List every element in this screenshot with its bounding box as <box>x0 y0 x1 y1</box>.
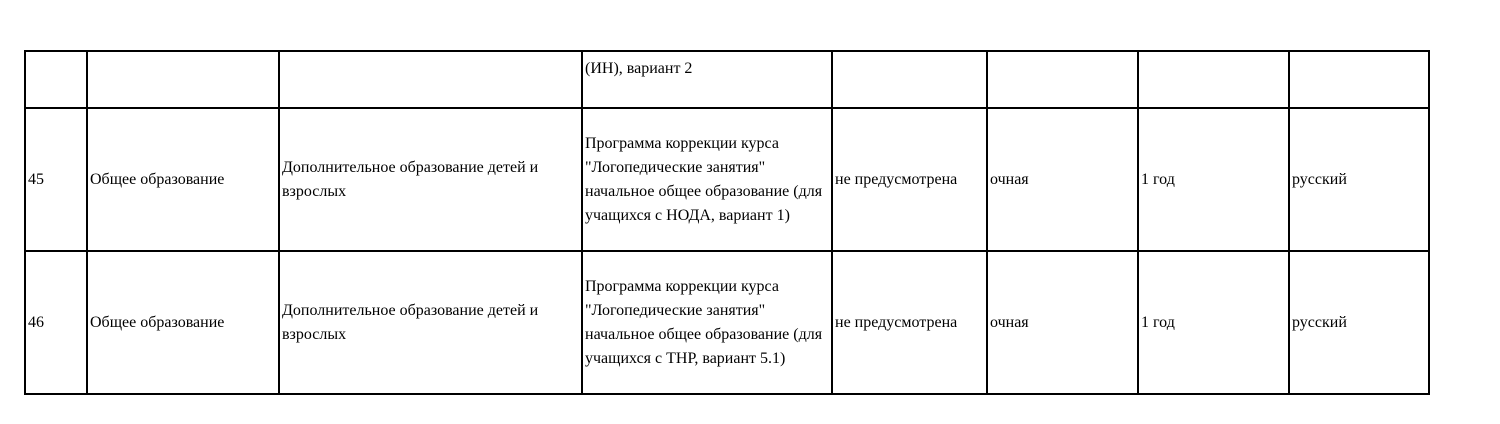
cell-program: (ИН), вариант 2 <box>582 51 832 108</box>
table-row <box>25 51 1429 108</box>
table-row <box>25 108 1429 251</box>
cell-kind: Дополнительное образование детей и взрослых <box>279 108 582 251</box>
cell-number: 46 <box>25 251 87 394</box>
cell-field: Общее образование <box>87 108 279 251</box>
cell-field <box>87 51 279 108</box>
cell-number: 45 <box>25 108 87 251</box>
cell-language: русский <box>1289 251 1429 394</box>
cell-form: очная <box>987 108 1138 251</box>
cell-accreditation <box>832 51 987 108</box>
cell-accreditation: не предусмотрена <box>832 108 987 251</box>
cell-kind <box>279 51 582 108</box>
cell-program: Программа коррекции курса "Логопедические занятия" начальное общее образование (для учащихся с ТНР, вариант 5.1) <box>582 251 832 394</box>
programs-table <box>24 50 1430 395</box>
cell-language: русский <box>1289 108 1429 251</box>
cell-form: очная <box>987 251 1138 394</box>
cell-number <box>25 51 87 108</box>
cell-term: 1 год <box>1138 108 1289 251</box>
cell-language <box>1289 51 1429 108</box>
cell-program: Программа коррекции курса "Логопедические занятия" начальное общее образование (для учащихся с НОДА, вариант 1) <box>582 108 832 251</box>
cell-kind: Дополнительное образование детей и взрослых <box>279 251 582 394</box>
cell-term: 1 год <box>1138 251 1289 394</box>
cell-accreditation: не предусмотрена <box>832 251 987 394</box>
cell-form <box>987 51 1138 108</box>
cell-term <box>1138 51 1289 108</box>
cell-field: Общее образование <box>87 251 279 394</box>
table-row <box>25 251 1429 394</box>
